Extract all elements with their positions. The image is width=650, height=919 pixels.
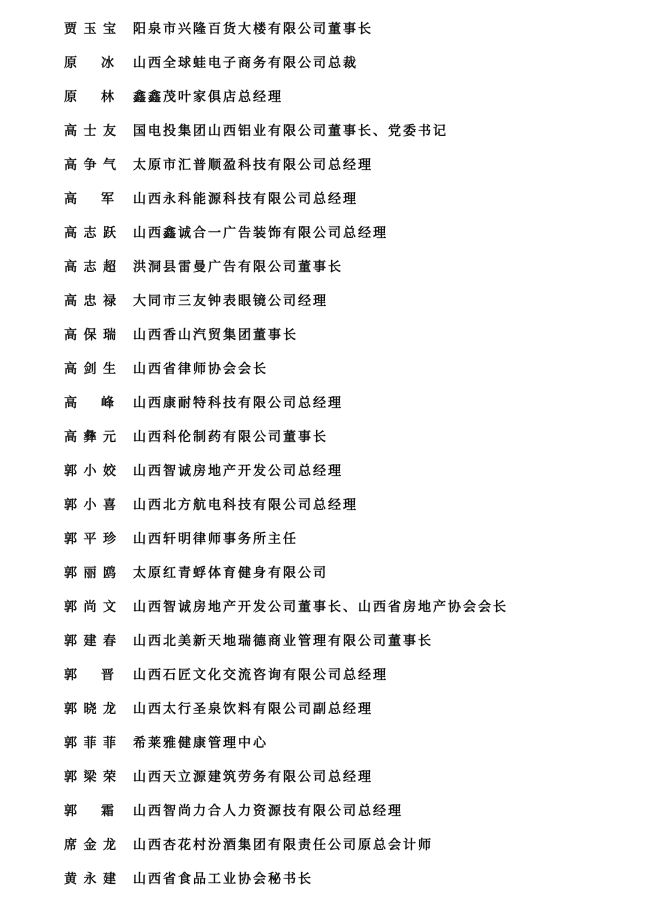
member-name: 高 彝 元 <box>64 430 116 445</box>
member-name: 高 军 <box>64 192 114 207</box>
member-title: 山西全球蛙电子商务有限公司总裁 <box>133 56 359 71</box>
member-title: 山西智诚房地产开发公司董事长、山西省房地产协会会长 <box>133 600 509 615</box>
member-name: 高 士 友 <box>64 124 116 139</box>
member-name: 席 金 龙 <box>64 838 116 853</box>
list-item <box>0 421 650 455</box>
list-item <box>0 455 650 489</box>
member-title: 太原市汇普顺盈科技有限公司总经理 <box>133 158 374 173</box>
list-item <box>0 13 650 47</box>
list-item <box>0 795 650 829</box>
member-title: 山西永科能源科技有限公司总经理 <box>133 192 359 207</box>
member-title: 希莱雅健康管理中心 <box>133 736 269 751</box>
member-name: 郭 丽 鸥 <box>64 566 116 581</box>
list-item <box>0 149 650 183</box>
member-title: 太原红青蜉体育健身有限公司 <box>133 566 329 581</box>
member-name: 高 忠 禄 <box>64 294 116 309</box>
list-item <box>0 115 650 149</box>
member-title: 山西天立源建筑劳务有限公司总经理 <box>133 770 374 785</box>
member-name: 郭 晋 <box>64 668 114 683</box>
member-name: 贾 玉 宝 <box>64 22 116 37</box>
member-name: 高 峰 <box>64 396 114 411</box>
member-name: 郭 尚 文 <box>64 600 116 615</box>
list-item <box>0 489 650 523</box>
member-title: 山西智诚房地产开发公司总经理 <box>133 464 344 479</box>
member-name: 高 争 气 <box>64 158 116 173</box>
member-name: 郭 建 春 <box>64 634 116 649</box>
member-title: 山西太行圣泉饮料有限公司副总经理 <box>133 702 374 717</box>
member-title: 大同市三友钟表眼镜公司经理 <box>133 294 329 309</box>
member-title: 山西轩明律师事务所主任 <box>133 532 299 547</box>
member-title: 山西康耐特科技有限公司总经理 <box>133 396 344 411</box>
member-title: 山西省食品工业协会秘书长 <box>133 872 314 887</box>
member-title: 山西北方航电科技有限公司总经理 <box>133 498 359 513</box>
member-title: 山西智尚力合人力资源技有限公司总经理 <box>133 804 404 819</box>
member-title: 山西鑫诚合一广告装饰有限公司总经理 <box>133 226 389 241</box>
member-name: 郭 晓 龙 <box>64 702 116 717</box>
list-item <box>0 81 650 115</box>
member-name: 黄 永 建 <box>64 872 116 887</box>
list-item <box>0 47 650 81</box>
member-name: 郭 梁 荣 <box>64 770 116 785</box>
list-item <box>0 523 650 557</box>
list-item <box>0 285 650 319</box>
member-title: 山西省律师协会会长 <box>133 362 269 377</box>
list-item <box>0 863 650 897</box>
list-item <box>0 217 650 251</box>
member-name: 原 冰 <box>64 56 114 71</box>
list-item <box>0 625 650 659</box>
member-name: 高 保 瑞 <box>64 328 116 343</box>
member-name: 郭 霜 <box>64 804 114 819</box>
member-name: 高 剑 生 <box>64 362 116 377</box>
list-item <box>0 557 650 591</box>
member-name: 高 志 跃 <box>64 226 116 241</box>
member-title: 山西科伦制药有限公司董事长 <box>133 430 329 445</box>
list-item <box>0 319 650 353</box>
list-item <box>0 693 650 727</box>
list-item <box>0 387 650 421</box>
list-item <box>0 659 650 693</box>
member-name: 郭 小 喜 <box>64 498 116 513</box>
list-item <box>0 829 650 863</box>
member-name: 郭 小 姣 <box>64 464 116 479</box>
member-title: 山西北美新天地瑞德商业管理有限公司董事长 <box>133 634 434 649</box>
member-name: 高 志 超 <box>64 260 116 275</box>
member-title: 山西杏花村汾酒集团有限责任公司原总会计师 <box>133 838 434 853</box>
member-title: 山西香山汽贸集团董事长 <box>133 328 299 343</box>
list-item <box>0 761 650 795</box>
member-title: 国电投集团山西铝业有限公司董事长、党委书记 <box>133 124 449 139</box>
list-item <box>0 727 650 761</box>
list-item <box>0 251 650 285</box>
member-title: 洪洞县雷曼广告有限公司董事长 <box>133 260 344 275</box>
member-roster <box>0 13 650 897</box>
list-item <box>0 183 650 217</box>
member-title: 阳泉市兴隆百货大楼有限公司董事长 <box>133 22 374 37</box>
list-item <box>0 591 650 625</box>
member-title: 山西石匠文化交流咨询有限公司总经理 <box>133 668 389 683</box>
member-name: 郭 菲 菲 <box>64 736 116 751</box>
list-item <box>0 353 650 387</box>
member-title: 鑫鑫茂叶家俱店总经理 <box>133 90 284 105</box>
member-name: 郭 平 珍 <box>64 532 116 547</box>
member-name: 原 林 <box>64 90 114 105</box>
